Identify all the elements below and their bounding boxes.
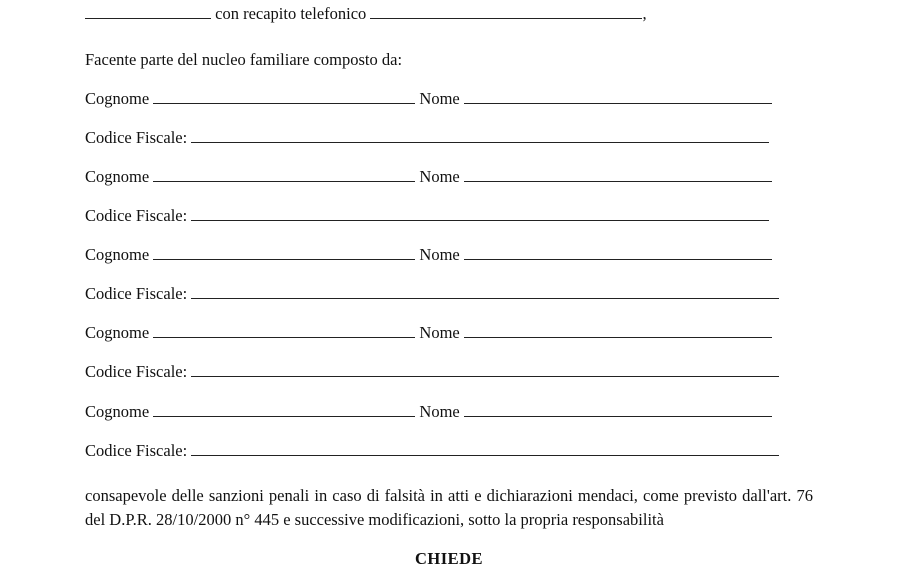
name-label: Nome bbox=[419, 89, 460, 108]
fiscal-code-label: Codice Fiscale: bbox=[85, 362, 188, 381]
phone-trailing-comma: , bbox=[642, 4, 647, 23]
declaration-paragraph: consapevole delle sanzioni penali in caso di falsità in atti e dichiarazioni mendaci, come previsto dall'art. 76 del D.P.R. 28/10/2000 n° 445 e successive modificazioni, sotto la propria responsabilità bbox=[85, 486, 813, 529]
member-5-name-row bbox=[85, 402, 772, 422]
fiscal-code-field[interactable] bbox=[191, 206, 769, 221]
name-field[interactable] bbox=[464, 402, 772, 417]
request-heading: CHIEDE bbox=[414, 549, 484, 568]
member-2-fiscal-row bbox=[85, 206, 769, 226]
name-field[interactable] bbox=[464, 89, 772, 104]
name-label: Nome bbox=[419, 323, 460, 342]
fiscal-code-field[interactable] bbox=[191, 362, 779, 377]
fiscal-code-label: Codice Fiscale: bbox=[85, 284, 188, 303]
surname-field[interactable] bbox=[153, 167, 415, 182]
surname-label: Cognome bbox=[85, 167, 150, 186]
family-intro: Facente parte del nucleo familiare composto da: bbox=[85, 50, 403, 69]
fiscal-code-field[interactable] bbox=[191, 441, 779, 456]
fiscal-code-label: Codice Fiscale: bbox=[85, 128, 188, 147]
surname-label: Cognome bbox=[85, 402, 150, 421]
surname-field[interactable] bbox=[153, 402, 415, 417]
surname-label: Cognome bbox=[85, 323, 150, 342]
member-4-name-row bbox=[85, 323, 772, 343]
name-field[interactable] bbox=[464, 323, 772, 338]
member-1-name-row bbox=[85, 89, 772, 109]
fiscal-code-field[interactable] bbox=[191, 128, 769, 143]
surname-field[interactable] bbox=[153, 89, 415, 104]
surname-field[interactable] bbox=[153, 323, 415, 338]
surname-label: Cognome bbox=[85, 245, 150, 264]
member-2-name-row bbox=[85, 167, 772, 187]
member-3-name-row bbox=[85, 245, 772, 265]
name-label: Nome bbox=[419, 167, 460, 186]
member-5-fiscal-row bbox=[85, 441, 779, 461]
surname-field[interactable] bbox=[153, 245, 415, 260]
blank-field[interactable] bbox=[85, 4, 211, 19]
fiscal-code-field[interactable] bbox=[191, 284, 779, 299]
phone-field[interactable] bbox=[370, 4, 642, 19]
fiscal-code-label: Codice Fiscale: bbox=[85, 441, 188, 460]
fiscal-code-label: Codice Fiscale: bbox=[85, 206, 188, 225]
phone-line bbox=[85, 4, 647, 24]
name-label: Nome bbox=[419, 402, 460, 421]
surname-label: Cognome bbox=[85, 89, 150, 108]
name-label: Nome bbox=[419, 245, 460, 264]
name-field[interactable] bbox=[464, 167, 772, 182]
member-1-fiscal-row bbox=[85, 128, 769, 148]
name-field[interactable] bbox=[464, 245, 772, 260]
member-4-fiscal-row bbox=[85, 362, 779, 382]
member-3-fiscal-row bbox=[85, 284, 779, 304]
phone-label: con recapito telefonico bbox=[215, 4, 367, 23]
